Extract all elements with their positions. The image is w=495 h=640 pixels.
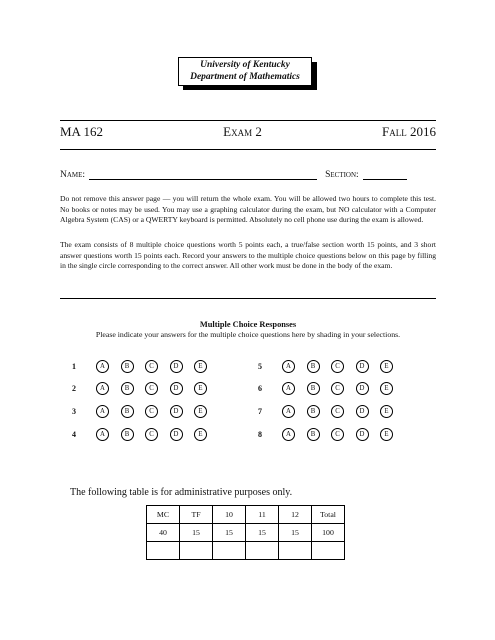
table-points-row xyxy=(147,524,345,542)
answer-bubble[interactable]: C xyxy=(331,360,344,373)
answer-bubble[interactable]: E xyxy=(380,428,393,441)
answer-bubble[interactable]: E xyxy=(380,360,393,373)
admin-note: The following table is for administrative purposes only. xyxy=(70,487,293,498)
table-header-row xyxy=(147,506,345,524)
score-cell xyxy=(147,542,180,560)
question-row xyxy=(258,427,405,441)
header-box xyxy=(178,57,312,86)
answer-bubble[interactable]: C xyxy=(331,428,344,441)
answer-bubble[interactable]: A xyxy=(282,428,295,441)
question-number: 4 xyxy=(72,429,76,439)
answer-bubble[interactable]: D xyxy=(356,405,369,418)
table-cell: 15 xyxy=(246,524,279,542)
multiple-choice-title: Multiple Choice Responses xyxy=(199,320,297,329)
answer-bubble[interactable]: C xyxy=(145,360,158,373)
exam-term: Fall 2016 xyxy=(382,124,436,139)
question-row xyxy=(72,359,219,373)
exam-title-rule xyxy=(60,149,436,150)
table-score-row xyxy=(147,542,345,560)
answer-bubble[interactable]: B xyxy=(307,405,320,418)
answer-bubble[interactable]: A xyxy=(96,428,109,441)
question-number: 1 xyxy=(72,361,76,371)
answer-bubble[interactable]: C xyxy=(145,428,158,441)
name-label: Name: xyxy=(60,170,86,180)
question-number: 7 xyxy=(258,406,262,416)
university-name: University of Kentucky xyxy=(200,60,290,70)
instructions-rule xyxy=(60,298,436,299)
answer-bubble[interactable]: B xyxy=(307,360,320,373)
answer-bubble[interactable]: D xyxy=(170,405,183,418)
table-cell: 40 xyxy=(147,524,180,542)
answer-bubble[interactable]: B xyxy=(121,382,134,395)
answer-bubble[interactable]: B xyxy=(307,382,320,395)
question-number: 2 xyxy=(72,383,76,393)
table-header-cell: Total xyxy=(312,506,345,524)
table-cell: 100 xyxy=(312,524,345,542)
question-number: 8 xyxy=(258,429,262,439)
name-section-row xyxy=(60,168,436,180)
question-row xyxy=(258,381,405,395)
answer-bubble[interactable]: C xyxy=(331,405,344,418)
question-number: 6 xyxy=(258,383,262,393)
table-cell: 15 xyxy=(279,524,312,542)
question-row xyxy=(72,381,219,395)
score-cell xyxy=(312,542,345,560)
answer-bubble[interactable]: A xyxy=(282,405,295,418)
answer-bubble[interactable]: A xyxy=(282,382,295,395)
score-cell xyxy=(246,542,279,560)
answer-bubble[interactable]: B xyxy=(121,360,134,373)
answer-bubble[interactable]: B xyxy=(121,405,134,418)
score-cell xyxy=(180,542,213,560)
question-row xyxy=(72,427,219,441)
table-cell: 15 xyxy=(180,524,213,542)
answer-bubble[interactable]: C xyxy=(331,382,344,395)
table-header-cell: MC xyxy=(147,506,180,524)
score-cell xyxy=(279,542,312,560)
answer-bubble[interactable]: E xyxy=(194,405,207,418)
question-row xyxy=(258,404,405,418)
answer-bubble[interactable]: C xyxy=(145,405,158,418)
answer-bubble[interactable]: E xyxy=(194,428,207,441)
answer-bubble[interactable]: D xyxy=(170,360,183,373)
answer-bubble[interactable]: D xyxy=(170,428,183,441)
instructions-paragraph-2: The exam consists of 8 multiple choice questions worth 5 points each, a true/false section worth 15 points, and 3 short answer questions worth 15 points each. Record your answers to the multiple choice questions below on this page by filling in the single circle corresponding to the correct answer. All other work must be done in the body of the exam. xyxy=(60,240,436,271)
table-cell: 15 xyxy=(213,524,246,542)
answer-bubble[interactable]: A xyxy=(96,382,109,395)
answer-bubble[interactable]: D xyxy=(356,360,369,373)
question-row xyxy=(258,359,405,373)
table-header-cell: 10 xyxy=(213,506,246,524)
table-header-cell: 12 xyxy=(279,506,312,524)
department-name: Department of Mathematics xyxy=(190,72,300,82)
score-cell xyxy=(213,542,246,560)
section-label: Section: xyxy=(325,170,359,180)
answer-bubble[interactable]: E xyxy=(194,360,207,373)
instructions-paragraph-1: Do not remove this answer page — you will return the whole exam. You will be allowed two hours to complete this test. No books or notes may be used. You may use a graphing calculator during the exam, but NO calculator with a Computer Algebra System (CAS) or a QWERTY keyboard is permitted. Absolutely no cell phone use during the exam is allowed. xyxy=(60,194,436,225)
answer-bubble[interactable]: E xyxy=(194,382,207,395)
exam-title-row xyxy=(60,124,436,140)
top-rule xyxy=(60,120,436,121)
course-code: MA 162 xyxy=(60,124,103,139)
admin-score-table xyxy=(146,505,345,560)
table-header-cell: TF xyxy=(180,506,213,524)
answer-bubble[interactable]: B xyxy=(307,428,320,441)
table-header-cell: 11 xyxy=(246,506,279,524)
answer-bubble[interactable]: A xyxy=(96,405,109,418)
question-number: 3 xyxy=(72,406,76,416)
answer-bubble[interactable]: A xyxy=(96,360,109,373)
exam-title: Exam 2 xyxy=(223,124,262,139)
question-number: 5 xyxy=(258,361,262,371)
answer-bubble[interactable]: D xyxy=(170,382,183,395)
question-row xyxy=(72,404,219,418)
section-field[interactable] xyxy=(363,170,407,180)
answer-bubble[interactable]: D xyxy=(356,382,369,395)
answer-bubble[interactable]: C xyxy=(145,382,158,395)
answer-bubble[interactable]: B xyxy=(121,428,134,441)
answer-bubble[interactable]: E xyxy=(380,382,393,395)
answer-bubble[interactable]: A xyxy=(282,360,295,373)
multiple-choice-instructions: Please indicate your answers for the multiple choice questions here by shading in your selections. xyxy=(95,330,401,339)
answer-bubble[interactable]: D xyxy=(356,428,369,441)
answer-bubble[interactable]: E xyxy=(380,405,393,418)
name-field[interactable] xyxy=(89,170,317,180)
